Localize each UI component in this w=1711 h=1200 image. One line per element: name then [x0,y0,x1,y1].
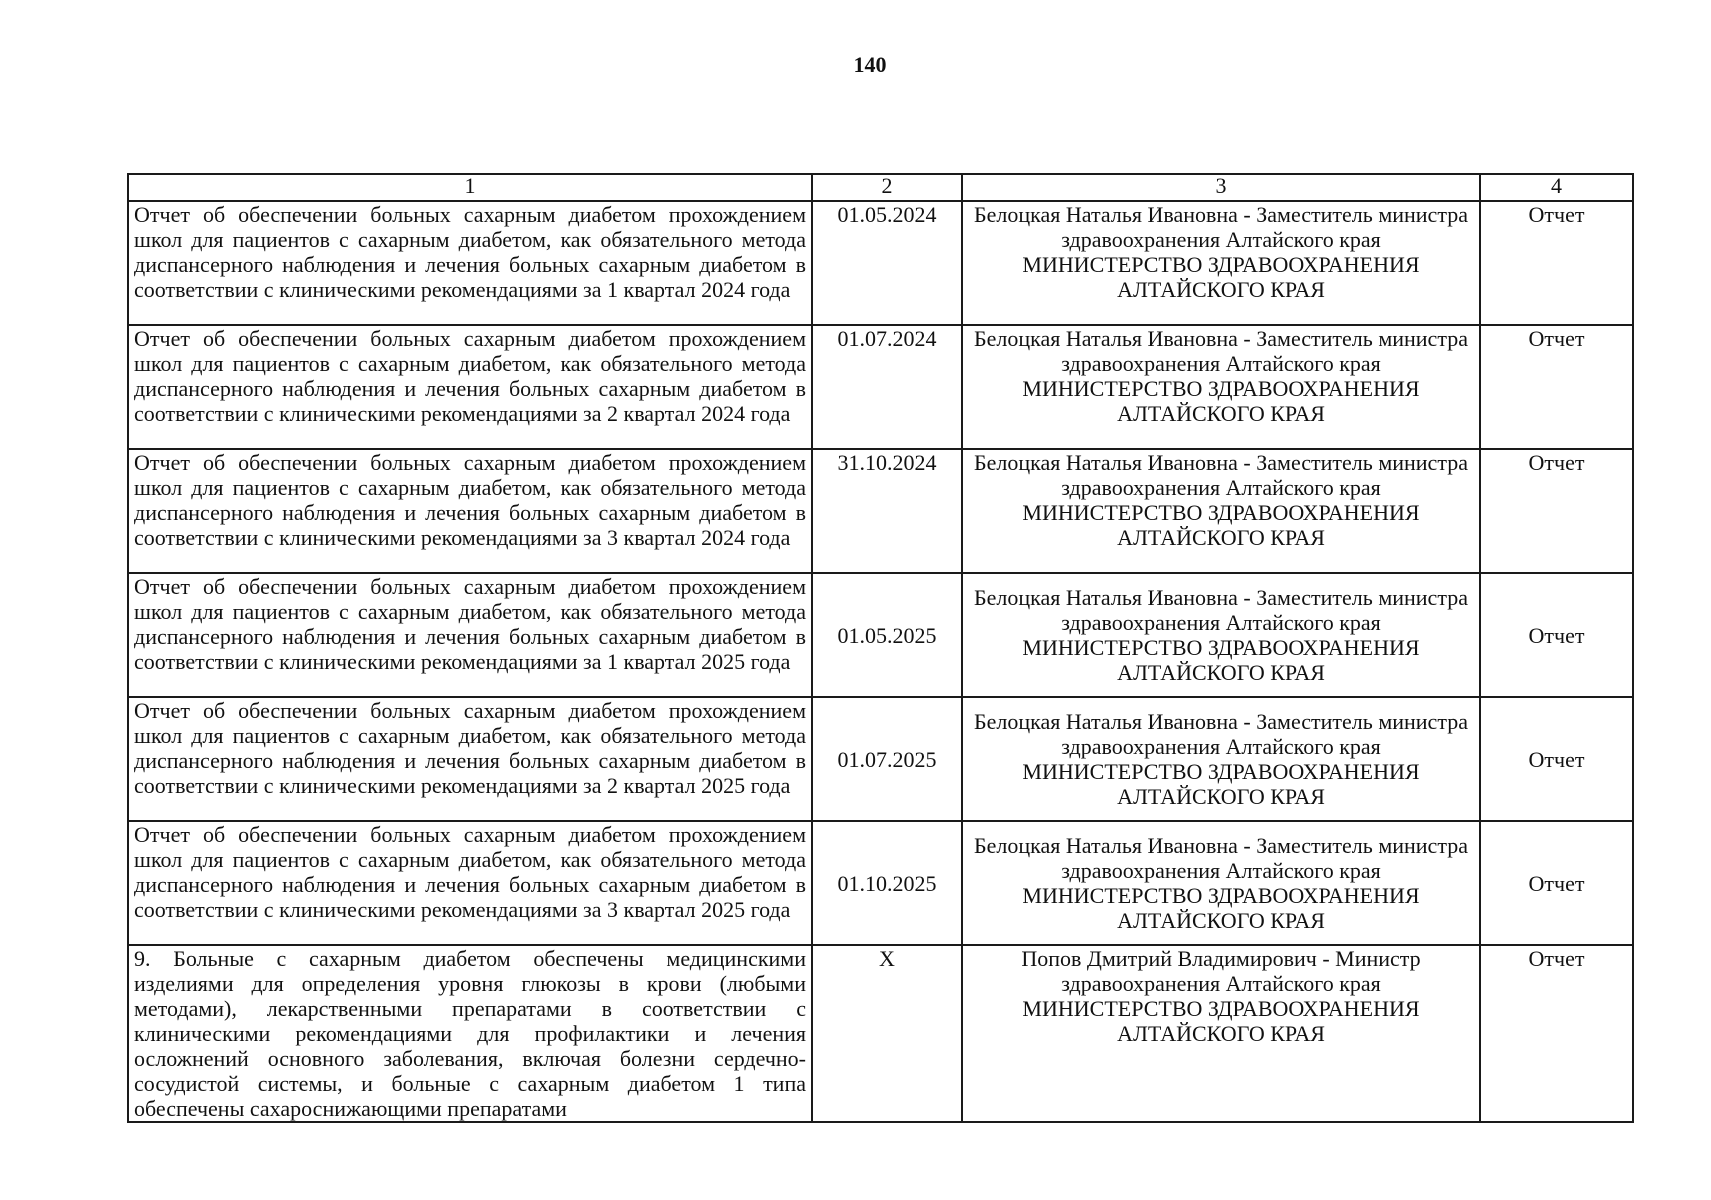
report-form: Отчет [1480,697,1633,821]
header-col-1: 1 [128,174,812,201]
responsible-person: Белоцкая Наталья Ивановна - Заместитель министра здравоохранения Алтайского края [974,833,1468,883]
deadline-date: 01.10.2025 [812,821,962,945]
table-row [128,697,1633,821]
page-number: 140 [853,52,887,77]
deadline-date: 31.10.2024 [812,449,962,573]
header-col-4: 4 [1480,174,1633,201]
plan-table [127,173,1634,1123]
responsible-cell [962,449,1480,573]
event-description: Отчет об обеспечении больных сахарным диабетом прохождением школ для пациентов с сахарным диабетом, как обязательного метода диспансерного наблюдения и лечения больных сахарным диабетом в соответствии с клиническими рекомендациями за 3 квартал 2024 года [128,449,812,573]
responsible-org: МИНИСТЕРСТВО ЗДРАВООХРАНЕНИЯ АЛТАЙСКОГО КРАЯ [1022,759,1420,809]
responsible-org: МИНИСТЕРСТВО ЗДРАВООХРАНЕНИЯ АЛТАЙСКОГО КРАЯ [1022,252,1420,302]
header-col-3: 3 [962,174,1480,201]
responsible-org: МИНИСТЕРСТВО ЗДРАВООХРАНЕНИЯ АЛТАЙСКОГО КРАЯ [1022,996,1420,1046]
report-form: Отчет [1480,573,1633,697]
event-description: 9. Больные с сахарным диабетом обеспечены медицинскими изделиями для определения уровня глюкозы в крови (любыми методами), лекарственными препаратами в соответствии с клиническими рекомендациями для профилактики и лечения осложнений основного заболевания, включая болезни сердечно-сосудистой системы, и больные с сахарным диабетом 1 типа обеспечены сахароснижающими препаратами [128,945,812,1122]
responsible-org: МИНИСТЕРСТВО ЗДРАВООХРАНЕНИЯ АЛТАЙСКОГО КРАЯ [1022,883,1420,933]
table-row [128,945,1633,1122]
table-row [128,821,1633,945]
responsible-person: Белоцкая Наталья Ивановна - Заместитель министра здравоохранения Алтайского края [974,709,1468,759]
report-form: Отчет [1480,325,1633,449]
report-form: Отчет [1480,821,1633,945]
event-description: Отчет об обеспечении больных сахарным диабетом прохождением школ для пациентов с сахарным диабетом, как обязательного метода диспансерного наблюдения и лечения больных сахарным диабетом в соответствии с клиническими рекомендациями за 2 квартал 2024 года [128,325,812,449]
header-row [128,174,1633,201]
report-form: Отчет [1480,201,1633,325]
responsible-org: МИНИСТЕРСТВО ЗДРАВООХРАНЕНИЯ АЛТАЙСКОГО КРАЯ [1022,635,1420,685]
responsible-cell [962,697,1480,821]
report-form: Отчет [1480,945,1633,1122]
deadline-date: 01.07.2025 [812,697,962,821]
responsible-cell [962,201,1480,325]
event-description: Отчет об обеспечении больных сахарным диабетом прохождением школ для пациентов с сахарным диабетом, как обязательного метода диспансерного наблюдения и лечения больных сахарным диабетом в соответствии с клиническими рекомендациями за 1 квартал 2024 года [128,201,812,325]
deadline-date: 01.05.2025 [812,573,962,697]
event-description: Отчет об обеспечении больных сахарным диабетом прохождением школ для пациентов с сахарным диабетом, как обязательного метода диспансерного наблюдения и лечения больных сахарным диабетом в соответствии с клиническими рекомендациями за 1 квартал 2025 года [128,573,812,697]
responsible-person: Попов Дмитрий Владимирович - Министр здравоохранения Алтайского края [1021,946,1421,996]
deadline-date: 01.07.2024 [812,325,962,449]
responsible-org: МИНИСТЕРСТВО ЗДРАВООХРАНЕНИЯ АЛТАЙСКОГО КРАЯ [1022,500,1420,550]
header-col-2: 2 [812,174,962,201]
responsible-person: Белоцкая Наталья Ивановна - Заместитель министра здравоохранения Алтайского края [974,585,1468,635]
responsible-person: Белоцкая Наталья Ивановна - Заместитель министра здравоохранения Алтайского края [974,202,1468,252]
deadline-date: 01.05.2024 [812,201,962,325]
responsible-cell [962,325,1480,449]
table-row [128,201,1633,325]
table-row [128,573,1633,697]
responsible-org: МИНИСТЕРСТВО ЗДРАВООХРАНЕНИЯ АЛТАЙСКОГО КРАЯ [1022,376,1420,426]
responsible-cell [962,821,1480,945]
deadline-date: Х [812,945,962,1122]
responsible-person: Белоцкая Наталья Ивановна - Заместитель министра здравоохранения Алтайского края [974,450,1468,500]
table-row [128,449,1633,573]
event-description: Отчет об обеспечении больных сахарным диабетом прохождением школ для пациентов с сахарным диабетом, как обязательного метода диспансерного наблюдения и лечения больных сахарным диабетом в соответствии с клиническими рекомендациями за 3 квартал 2025 года [128,821,812,945]
responsible-cell [962,573,1480,697]
event-description: Отчет об обеспечении больных сахарным диабетом прохождением школ для пациентов с сахарным диабетом, как обязательного метода диспансерного наблюдения и лечения больных сахарным диабетом в соответствии с клиническими рекомендациями за 2 квартал 2025 года [128,697,812,821]
table-row [128,325,1633,449]
responsible-cell [962,945,1480,1122]
responsible-person: Белоцкая Наталья Ивановна - Заместитель министра здравоохранения Алтайского края [974,326,1468,376]
report-form: Отчет [1480,449,1633,573]
